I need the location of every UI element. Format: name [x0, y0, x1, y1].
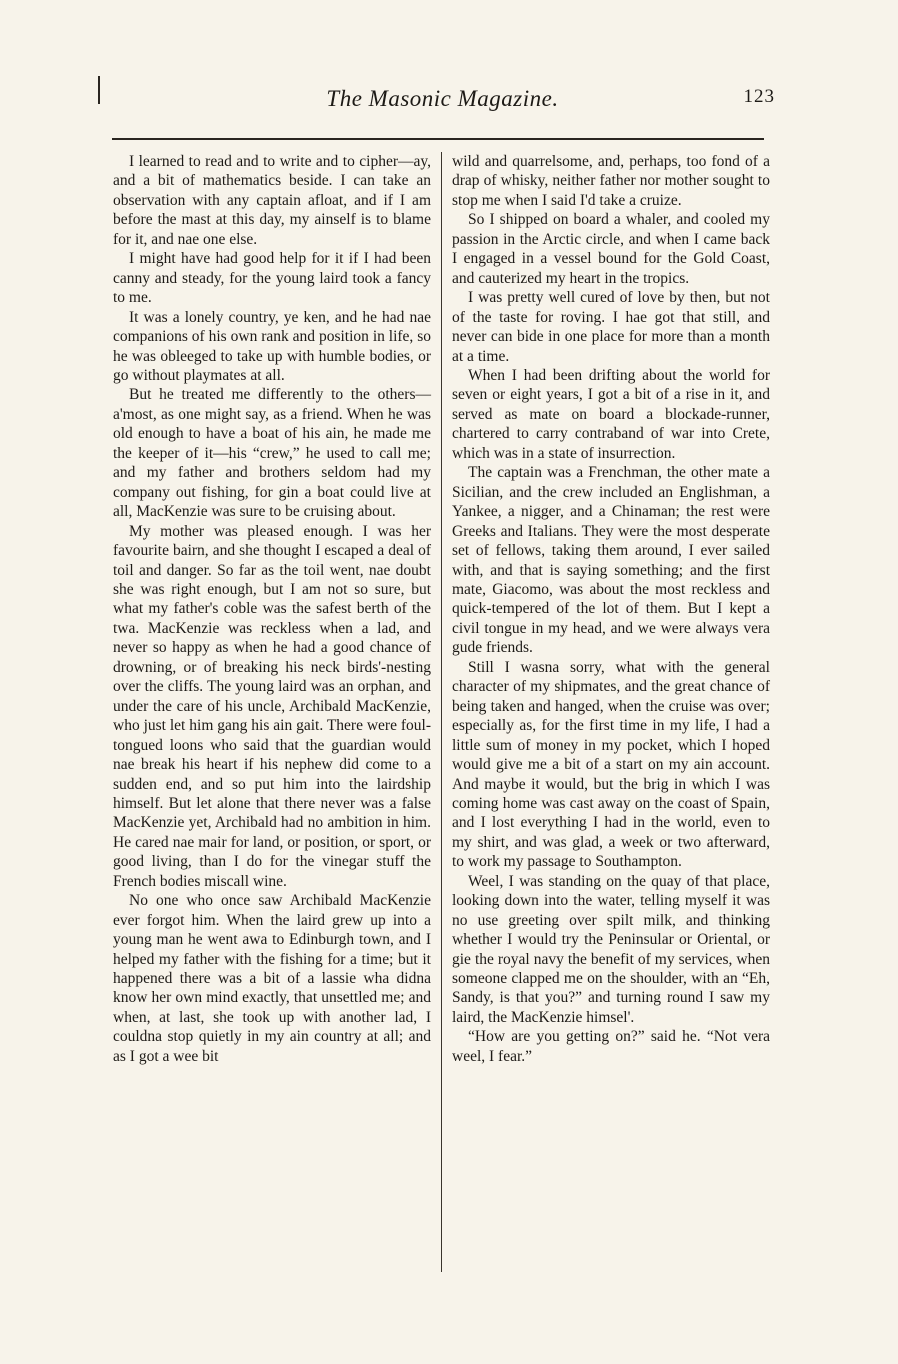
running-header [110, 86, 775, 116]
magazine-title: The Masonic Magazine. [326, 86, 559, 111]
paragraph: “How are you getting on?” said he. “Not vera weel, I fear.” [452, 1028, 770, 1065]
column-divider [441, 152, 442, 1272]
paragraph: So I shipped on board a whaler, and cooled my passion in the Arctic circle, and when I came back I engaged in a vessel bound for the Gold Coast, and cauterized my heart in the tropics. [452, 211, 770, 287]
paragraph: The captain was a Frenchman, the other mate a Sicilian, and the crew included an Englishman, a Yankee, a nigger, and a Chinaman; the rest were Greeks and Italians. They were the most desperate set of fellows, taking them around, I ever sailed with, and that is saying something; and the first mate, Giacomo, was about the most reckless and quick-tempered of the lot of them. But I kept a civil tongue in my head, and we were always vera gude friends. [452, 464, 770, 657]
paragraph: I learned to read and to write and to cipher—ay, and a bit of mathematics beside. I can take an observation with any captain afloat, and if I am before the mast at this day, my ainself is to blame for it, and nae one else. [113, 153, 431, 248]
paragraph: It was a lonely country, ye ken, and he had nae companions of his own rank and position in life, so he was obleeged to take up with humble bodies, or go without playmates at all. [113, 308, 431, 384]
paragraph: But he treated me differently to the others—a'most, as one might say, as a friend. When he was old enough to have a boat of his ain, he made me the keeper of it—his “crew,” he used to call me; and my father and brothers seldom had my company out fishing, for gin a boat could live at all, MacKenzie was sure to be cruising about. [113, 386, 431, 521]
paragraph: I might have had good help for it if I had been canny and steady, for the young laird took a fancy to me. [113, 250, 431, 307]
margin-mark [98, 76, 100, 104]
paragraph: Still I wasna sorry, what with the general character of my shipmates, and the great chance of being taken and hanged, when the cruise was over; especially as, for the first time in my life, I had a little sum of money in my pocket, which I hoped would give me a bit of a start on my ain account. And maybe it would, but the brig in which I was coming home was cast away on the coast of Spain, and I lost everything I had in the world, even to my shirt, and was glad, a week or two afterward, to work my passage to Southampton. [452, 658, 770, 871]
page-number: 123 [743, 86, 775, 107]
paragraph: I was pretty well cured of love by then, but not of the taste for roving. I hae got that still, and never can bide in one place for more than a month at a time. [452, 289, 770, 365]
paragraph-continued: wild and quarrelsome, and, perhaps, too fond of a drap of whisky, neither father nor mother sought to stop me when I said I'd take a cruize. [452, 153, 770, 209]
left-column [113, 152, 431, 1066]
right-column [452, 152, 770, 1066]
paragraph: No one who once saw Archibald MacKenzie ever forgot him. When the laird grew up into a young man he went awa to Edinburgh town, and I helped my father with the fishing for a time; but it happened there was a bit of a lassie wha didna know her own mind exactly, that unsettled me; and when, at last, she took up with another lad, I couldna stop quietly in my ain country at all; and as I got a wee bit [113, 892, 431, 1065]
paragraph: When I had been drifting about the world for seven or eight years, I got a bit of a rise in it, and served as mate on board a blockade-runner, chartered to carry contraband of war into Crete, which was in a state of insurrection. [452, 366, 770, 462]
paragraph: Weel, I was standing on the quay of that place, looking down into the water, telling myself it was no use greeting over spilt milk, and thinking whether I would try the Peninsular or Oriental, or gie the royal navy the benefit of my services, when someone clapped me on the shoulder, with an “Eh, Sandy, is that you?” and turning round I saw my laird, the MacKenzie himsel'. [452, 872, 770, 1026]
header-rule [112, 138, 764, 140]
paragraph: My mother was pleased enough. I was her favourite bairn, and she thought I escaped a deal of toil and danger. So far as the toil went, nae doubt she was right enough, but I am not so sure, but what my father's coble was the safest berth of the twa. MacKenzie was reckless when a lad, and never so happy as when he had a good chance of drowning, or of breaking his neck birds'-nesting over the cliffs. The young laird was an orphan, and under the care of his uncle, Archibald MacKenzie, who just let him gang his ain gait. There were foul-tongued loons who said that the guardian would nae break his heart if his nephew did come to a sudden end, and so put him into the lairdship himself. But let alone that there never was a false MacKenzie yet, Archibald had no ambition in him. He cared nae mair for land, or position, or sport, or good living, than I do for the vinegar stuff the French bodies miscall wine. [113, 522, 431, 890]
